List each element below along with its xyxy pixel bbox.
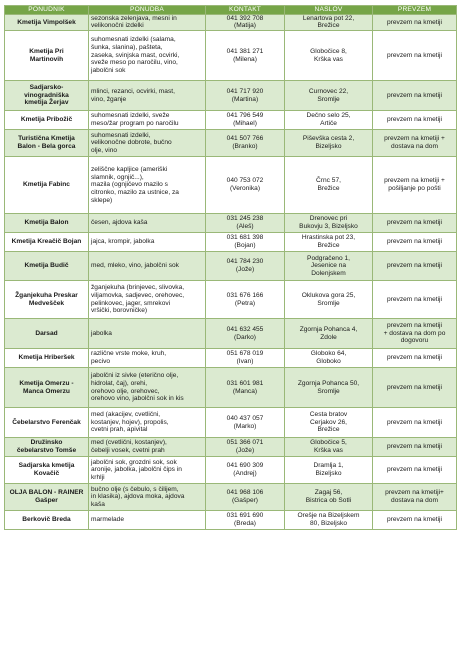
address-cell <box>285 157 373 214</box>
table-row <box>5 368 457 408</box>
offer-cell-line: suhomesnati izdelki, sveže <box>91 112 170 120</box>
table-body <box>5 14 457 529</box>
pickup-cell <box>373 438 457 457</box>
contact-cell <box>206 484 285 511</box>
offer-cell-line: vino, žganje <box>91 95 127 103</box>
pickup-cell-line: prevzem na kmetiji <box>387 466 442 474</box>
address-cell-line: Drenovec pri <box>309 215 348 223</box>
offer-cell-line: mlinci, rezanci, ocvirki, mast, <box>91 87 175 95</box>
provider-cell-line: Kmetija Vimpolšek <box>17 18 76 26</box>
pickup-cell <box>373 408 457 438</box>
offer-cell <box>89 438 206 457</box>
provider-cell-line: Turistična Kmetija <box>18 135 75 143</box>
contact-cell-line: (Veronika) <box>229 185 261 193</box>
address-cell-line: Podgračeno 1, <box>307 254 350 262</box>
offer-cell-line: aronije, jabolka, jabolčni čips in <box>91 466 182 474</box>
address-cell <box>285 214 373 233</box>
contact-cell-line: 041 381 271 <box>226 47 264 55</box>
contact-cell <box>206 457 285 484</box>
offer-cell-line: suhomesnati izdelki, <box>91 131 151 139</box>
offer-cell <box>89 457 206 484</box>
pickup-cell-line: pošiljanje po pošti <box>388 185 441 193</box>
address-cell <box>285 130 373 157</box>
provider-cell-line: Kmetija Omerzu - <box>19 379 74 387</box>
offer-cell-line: pecivo <box>91 358 111 366</box>
contact-cell-line: 041 717 920 <box>226 87 264 95</box>
offer-cell-line: jabolčni sok <box>91 67 126 75</box>
contact-cell-line: 031 681 398 <box>226 234 264 242</box>
address-cell-line: Sromlje <box>317 387 340 395</box>
offer-cell-line: jabolčni sok, grozdni sok, sok <box>91 458 177 466</box>
table-row <box>5 130 457 157</box>
pickup-cell <box>373 252 457 281</box>
offer-cell-line: sveže meso po naročilu, vino, <box>91 59 178 67</box>
address-cell-line: Cesta bratov <box>309 411 348 419</box>
header-naslov: NASLOV <box>285 6 373 15</box>
address-cell-line: Krška vas <box>314 447 343 455</box>
pickup-cell-line: + dostava na dom po <box>383 329 446 337</box>
offer-cell <box>89 511 206 530</box>
provider-cell-line: kmetija Žerjav <box>24 99 69 107</box>
offer-cell-line: marmelade <box>91 516 124 524</box>
offer-cell <box>89 157 206 214</box>
address-cell-line: Oklukova gora 25, <box>301 291 356 299</box>
provider-cell-line: Medvešček <box>28 299 65 307</box>
offer-cell-line: različne vrste moke, kruh, <box>91 350 167 358</box>
offer-cell-line: meso/žar program po naročilu <box>91 120 179 128</box>
header-row <box>5 6 457 15</box>
contact-cell <box>206 252 285 281</box>
address-cell-line: Brežice <box>317 185 340 193</box>
pickup-cell-line: dogovoru <box>400 337 429 345</box>
offer-cell <box>89 233 206 252</box>
offer-cell-line: česen, ajdova kaša <box>91 219 148 227</box>
pickup-cell <box>373 130 457 157</box>
provider-cell-line: Kmetija Kreačič Bojan <box>11 238 82 246</box>
provider-cell-line: Darsad <box>35 329 58 337</box>
table-row <box>5 81 457 111</box>
pickup-cell-line: prevzem na kmetiji <box>387 91 442 99</box>
provider-cell <box>5 130 89 157</box>
pickup-cell <box>373 368 457 408</box>
address-cell-line: Dečno selo 25, <box>306 112 351 120</box>
provider-cell-line: vinogradniška <box>24 91 69 99</box>
address-cell <box>285 14 373 30</box>
provider-cell-line: OLJA BALON - RAINER <box>9 489 84 497</box>
offer-cell-line: sezonska zelenjava, mesni in <box>91 14 177 22</box>
address-cell-line: Hrastinska pot 23, <box>301 234 356 242</box>
contact-cell-line: (Marko) <box>233 422 257 430</box>
contact-cell-line: 031 601 981 <box>226 379 264 387</box>
pickup-cell-line: prevzem na kmetiji <box>387 443 442 451</box>
address-cell <box>285 111 373 130</box>
contact-cell-line: (Branko) <box>232 143 258 151</box>
provider-cell-line: Kmetija Pri <box>29 47 64 55</box>
offer-cell-line: pelinkovec, jager, smrekovi <box>91 299 171 307</box>
address-cell-line: Zdole <box>320 333 337 341</box>
address-cell-line: Dramlja 1, <box>313 462 344 470</box>
offer-cell-line: kaša <box>91 500 105 508</box>
pickup-cell-line: prevzem na kmetiji <box>387 51 442 59</box>
provider-cell <box>5 457 89 484</box>
contact-cell <box>206 368 285 408</box>
pickup-cell <box>373 81 457 111</box>
table-row <box>5 319 457 349</box>
provider-cell-line: Berkovič Breda <box>22 516 71 524</box>
provider-cell-line: Sadjarsko- <box>29 84 64 92</box>
contact-cell-line: (Manca) <box>232 387 258 395</box>
offer-cell <box>89 14 206 30</box>
address-cell <box>285 408 373 438</box>
provider-cell-line: Kmetija Hriberšek <box>18 354 75 362</box>
address-cell-line: Orešje na Bizeljskem <box>297 512 360 520</box>
address-cell-line: Dolenjskem <box>311 269 346 277</box>
provider-cell-line: Manca Omerzu <box>23 387 70 395</box>
contact-cell-line: 031 245 238 <box>226 215 264 223</box>
provider-cell-line: Balon - Bela gorca <box>17 143 76 151</box>
offer-cell-line: slamnik, ognjič...), <box>91 173 144 181</box>
provider-cell-line: Družinsko <box>30 439 63 447</box>
contact-cell-line: 051 366 071 <box>226 439 264 447</box>
provider-cell <box>5 484 89 511</box>
header-kontakt: KONTAKT <box>206 6 285 15</box>
contact-cell-line: (Jože) <box>235 266 255 274</box>
contact-cell-line: (Aleš) <box>236 223 254 231</box>
header-ponudnik: PONUDNIK <box>5 6 89 15</box>
address-cell <box>285 511 373 530</box>
pickup-cell <box>373 457 457 484</box>
pickup-cell-line: prevzem na kmetiji <box>387 516 442 524</box>
offers-table <box>4 5 457 530</box>
offer-cell <box>89 81 206 111</box>
offer-cell-line: kostanjev, hojev), propolis, <box>91 418 169 426</box>
provider-cell <box>5 349 89 368</box>
table-row <box>5 484 457 511</box>
contact-cell-line: (Mihael) <box>233 120 257 128</box>
contact-cell-line: 051 678 019 <box>226 350 264 358</box>
address-cell-line: Bistrica ob Sotli <box>305 497 352 505</box>
table-row <box>5 511 457 530</box>
offer-cell-line: hidrolat, čaj), orehi, <box>91 379 148 387</box>
provider-cell <box>5 157 89 214</box>
pickup-cell-line: prevzem na kmetiji <box>387 322 442 330</box>
contact-cell-line: (Ivan) <box>236 358 254 366</box>
contact-cell-line: (Bojan) <box>234 242 256 250</box>
pickup-cell <box>373 31 457 81</box>
offer-cell-line: jabolčni iz sivke (eterično olje, <box>91 372 179 380</box>
table-row <box>5 457 457 484</box>
offer-cell-line: viljamovka, sadjevec, orehovec, <box>91 291 185 299</box>
contact-cell-line: (Gašper) <box>231 497 258 505</box>
contact-cell <box>206 81 285 111</box>
provider-cell-line: Gašper <box>35 497 58 505</box>
offer-cell-line: jajca, krompir, jabolka <box>91 238 155 246</box>
contact-cell <box>206 349 285 368</box>
pickup-cell-line: prevzem na kmetiji <box>387 219 442 227</box>
contact-cell-line: (Jože) <box>235 447 255 455</box>
contact-cell-line: 041 690 309 <box>226 462 264 470</box>
offer-cell-line: in klasika), ajdova moka, ajdova <box>91 493 185 501</box>
offer-cell-line: sklepe) <box>91 196 113 204</box>
offer-cell-line: zaseka, svinjska mast, ocvirki, <box>91 51 180 59</box>
offer-cell-line: vršički, borovničke) <box>91 307 148 315</box>
offer-cell <box>89 130 206 157</box>
offer-cell-line: velikonočni izdelki <box>91 22 144 30</box>
contact-cell <box>206 214 285 233</box>
pickup-cell-line: prevzem na kmetiji <box>387 238 442 246</box>
offer-cell <box>89 111 206 130</box>
contact-cell <box>206 511 285 530</box>
address-cell-line: Jesenice na <box>310 262 347 270</box>
table-row <box>5 349 457 368</box>
contact-cell <box>206 130 285 157</box>
address-cell-line: Bukovju 3, Bizeljsko <box>299 223 358 231</box>
provider-cell <box>5 81 89 111</box>
address-cell-line: Globočice 8, <box>310 47 347 55</box>
contact-cell-line: (Breda) <box>234 520 256 528</box>
contact-cell <box>206 157 285 214</box>
offer-cell <box>89 484 206 511</box>
contact-cell <box>206 31 285 81</box>
offer-cell-line: olje, vino <box>91 146 118 154</box>
contact-cell-line: (Petra) <box>234 299 256 307</box>
pickup-cell-line: dostava na dom <box>391 143 438 151</box>
pickup-cell-line: prevzem na kmetiji + <box>384 177 445 185</box>
address-cell <box>285 233 373 252</box>
contact-cell-line: (Matija) <box>234 22 256 30</box>
pickup-cell-line: prevzem na kmetiji + <box>384 135 445 143</box>
address-cell <box>285 368 373 408</box>
offer-cell-line: zeliščne kapljice (ameriški <box>91 165 168 173</box>
header-prevzem: PREVZEM <box>373 6 457 15</box>
provider-cell-line: Čebelarstvo Ferenčak <box>12 418 81 426</box>
contact-cell-line: 040 753 072 <box>226 177 264 185</box>
contact-cell-line: 041 796 549 <box>226 112 264 120</box>
contact-cell <box>206 319 285 349</box>
contact-cell-line: (Martina) <box>231 95 259 103</box>
contact-cell <box>206 111 285 130</box>
offer-cell <box>89 31 206 81</box>
provider-cell-line: Žganjekuha Preskar <box>15 291 78 299</box>
table-row <box>5 281 457 319</box>
table-row <box>5 408 457 438</box>
contact-cell-line: 041 784 230 <box>226 258 264 266</box>
provider-cell-line: Martinovih <box>29 55 64 63</box>
address-cell-line: Zagaj 56, <box>314 489 343 497</box>
offer-cell-line: orehovo olje, orehovec, <box>91 387 160 395</box>
provider-cell-line: Kmetija Pribožič <box>20 116 73 124</box>
contact-cell-line: 041 632 455 <box>226 325 264 333</box>
address-cell-line: Zgornja Pohanca 50, <box>297 379 360 387</box>
provider-cell-line: Kmetija Balon <box>24 219 69 227</box>
pickup-cell-line: prevzem na kmetiji <box>387 262 442 270</box>
provider-cell <box>5 111 89 130</box>
provider-cell <box>5 368 89 408</box>
table-row <box>5 31 457 81</box>
contact-cell-line: 031 691 690 <box>226 512 264 520</box>
table-row <box>5 252 457 281</box>
provider-cell-line: Kmetija Fabinc <box>23 181 70 189</box>
address-cell <box>285 31 373 81</box>
offer-cell <box>89 408 206 438</box>
pickup-cell <box>373 319 457 349</box>
offer-cell-line: suhomesnati izdelki (salama, <box>91 36 176 44</box>
provider-cell <box>5 438 89 457</box>
provider-cell <box>5 14 89 30</box>
address-cell-line: Brežice <box>317 242 340 250</box>
pickup-cell-line: prevzem na kmetiji <box>387 295 442 303</box>
address-cell-line: Curnovec 22, <box>308 87 349 95</box>
address-cell-line: Sromlje <box>317 299 340 307</box>
provider-cell <box>5 319 89 349</box>
pickup-cell <box>373 484 457 511</box>
address-cell-line: Brežice <box>317 22 340 30</box>
address-cell-line: Lenartova pot 22, <box>302 14 355 22</box>
table-row <box>5 438 457 457</box>
provider-cell <box>5 511 89 530</box>
pickup-cell <box>373 157 457 214</box>
provider-cell <box>5 281 89 319</box>
provider-cell-line: Sadjarska kmetija <box>18 462 75 470</box>
offer-cell-line: jabolka <box>91 329 112 337</box>
provider-cell <box>5 252 89 281</box>
provider-cell-line: Kmetija Budič <box>24 262 69 270</box>
provider-cell-line: čebelarstvo Tomše <box>16 447 77 455</box>
contact-cell-line: 041 392 708 <box>226 14 264 22</box>
provider-cell <box>5 31 89 81</box>
address-cell <box>285 81 373 111</box>
header-ponudba: PONUDBA <box>89 6 206 15</box>
address-cell <box>285 438 373 457</box>
pickup-cell <box>373 14 457 30</box>
address-cell-line: Zgornja Pohanca 4, <box>299 325 358 333</box>
pickup-cell <box>373 281 457 319</box>
address-cell-line: Bizeljsko <box>315 143 342 151</box>
contact-cell <box>206 281 285 319</box>
offer-cell-line: velikonočne dobrote, bučno <box>91 139 172 147</box>
address-cell <box>285 349 373 368</box>
pickup-cell <box>373 111 457 130</box>
contact-cell <box>206 438 285 457</box>
offer-cell-line: cvetni prah, apivital <box>91 426 148 434</box>
offer-cell <box>89 252 206 281</box>
pickup-cell-line: prevzem na kmetiji <box>387 18 442 26</box>
pickup-cell <box>373 511 457 530</box>
provider-cell <box>5 214 89 233</box>
contact-cell-line: (Andrej) <box>233 470 257 478</box>
pickup-cell <box>373 214 457 233</box>
address-cell <box>285 457 373 484</box>
address-cell <box>285 281 373 319</box>
offer-cell-line: citronko, mazilo za ustnice, za <box>91 188 179 196</box>
offer-cell-line: krhlji <box>91 473 105 481</box>
address-cell <box>285 252 373 281</box>
address-cell <box>285 484 373 511</box>
contact-cell <box>206 233 285 252</box>
contact-cell-line: 041 507 766 <box>226 135 264 143</box>
offer-cell-line: bučno olje (s čebulo, s čilijem, <box>91 485 179 493</box>
table-row <box>5 157 457 214</box>
provider-cell <box>5 408 89 438</box>
contact-cell-line: (Milena) <box>233 55 257 63</box>
table-row <box>5 14 457 30</box>
pickup-cell-line: prevzem na kmetiji <box>387 116 442 124</box>
contact-cell-line: (Darko) <box>234 333 256 341</box>
contact-cell <box>206 14 285 30</box>
pickup-cell-line: dostava na dom <box>391 497 438 505</box>
contact-cell-line: 040 437 057 <box>226 414 264 422</box>
offer-cell-line: med, mleko, vino, jabolčni sok <box>91 262 179 270</box>
address-cell-line: 80, Bizeljsko <box>309 520 348 528</box>
offer-cell <box>89 349 206 368</box>
offer-cell-line: med (akacijev, cvetlični, <box>91 411 161 419</box>
offer-cell-line: mazila (ognjičevo mazilo s <box>91 181 168 189</box>
address-cell-line: Globoko <box>316 358 341 366</box>
offer-cell-line: žganjekuha (brinjevec, slivovka, <box>91 284 185 292</box>
address-cell-line: Cerjakov 26, <box>309 418 348 426</box>
pickup-cell <box>373 233 457 252</box>
provider-cell <box>5 233 89 252</box>
offer-cell-line: orehovo vino, jabolčni sok in kis <box>91 395 184 403</box>
offer-cell-line: med (cvetlični, kostanjev), <box>91 439 167 447</box>
table-header <box>5 6 457 15</box>
contact-cell-line: 031 676 166 <box>226 291 264 299</box>
table-row <box>5 111 457 130</box>
contact-cell <box>206 408 285 438</box>
address-cell-line: Globoko 64, <box>310 350 347 358</box>
address-cell-line: Brežice <box>317 426 340 434</box>
pickup-cell-line: prevzem na kmetiji <box>387 418 442 426</box>
address-cell-line: Artiče <box>320 120 337 128</box>
table-row <box>5 233 457 252</box>
offer-cell <box>89 368 206 408</box>
address-cell-line: Globočice 5, <box>310 439 347 447</box>
address-cell-line: Krška vas <box>314 55 343 63</box>
provider-cell-line: Kovačič <box>33 470 60 478</box>
offer-cell-line: šunka, slanina), pašteta, <box>91 44 163 52</box>
offer-cell <box>89 281 206 319</box>
pickup-cell-line: prevzem na kmetiji <box>387 354 442 362</box>
pickup-cell <box>373 349 457 368</box>
pickup-cell-line: prevzem na kmetiji+ <box>385 489 444 497</box>
offer-cell <box>89 319 206 349</box>
pickup-cell-line: prevzem na kmetiji <box>387 383 442 391</box>
contact-cell-line: 041 968 106 <box>226 489 264 497</box>
offer-cell <box>89 214 206 233</box>
address-cell-line: Piševška cesta 2, <box>302 135 355 143</box>
address-cell-line: Črnc 57, <box>316 177 341 185</box>
address-cell-line: Bizeljsko <box>315 470 342 478</box>
table-row <box>5 214 457 233</box>
address-cell-line: Sromlje <box>317 95 340 103</box>
address-cell <box>285 319 373 349</box>
offer-cell-line: čebelji vosek, cvetni prah <box>91 447 165 455</box>
